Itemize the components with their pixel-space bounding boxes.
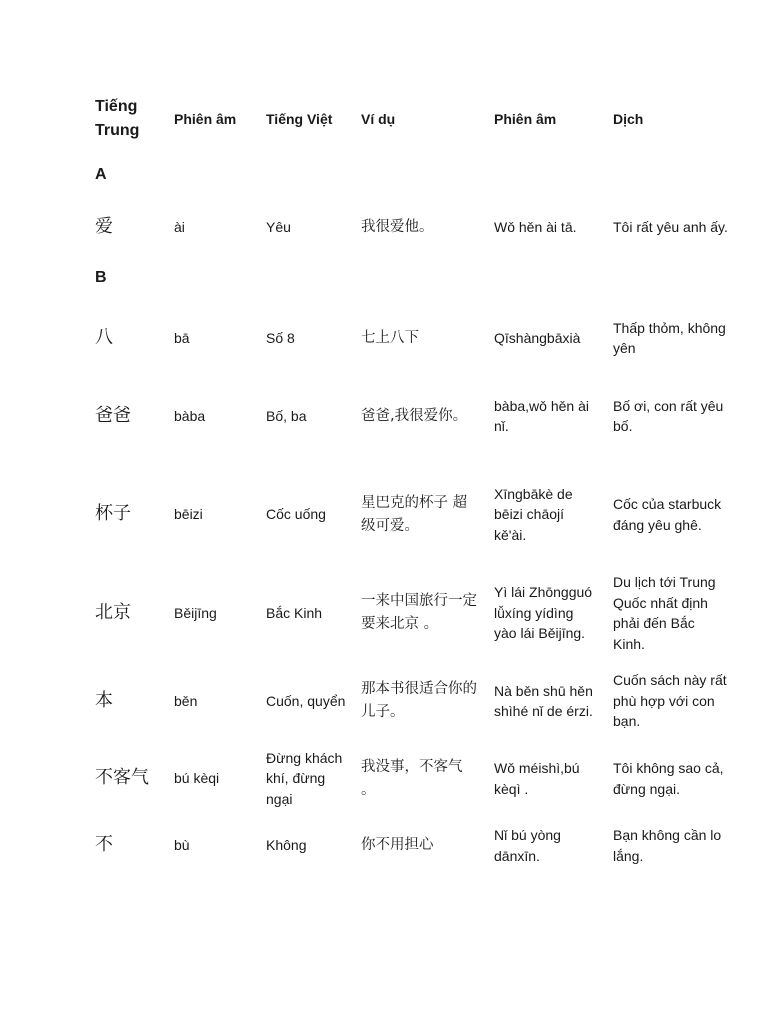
table-row: [88, 201, 738, 253]
translation-cell: Du lịch tới Trung Quốc nhất định phải đến Bắc Kinh.: [613, 574, 716, 652]
translation-cell: Thấp thỏm, không yên: [613, 319, 726, 356]
pinyin-cell: ài: [174, 218, 185, 235]
section-letter-row: [88, 150, 738, 201]
hanzi-cell: 本: [95, 689, 113, 711]
example-cell: 七上八下: [361, 329, 419, 346]
example-cell: 你不用担心: [361, 837, 434, 853]
header-example-pinyin: Phiên âm: [494, 110, 557, 127]
pinyin-cell: bā: [174, 329, 190, 346]
example-pinyin-cell: Qīshàngbāxià: [494, 329, 581, 346]
translation-cell: Cốc của starbuck đáng yêu ghê.: [613, 496, 722, 533]
example-pinyin-cell: Wǒ hěn ài tā.: [494, 218, 577, 235]
table-row: [88, 372, 738, 460]
table-row: [88, 460, 738, 569]
example-cell: 一来中国旅行一定要来北京 。: [361, 593, 477, 632]
vietnamese-cell: Không: [266, 837, 307, 854]
section-letter: A: [95, 166, 107, 184]
pinyin-cell: bēizi: [174, 506, 203, 523]
example-cell: 爸爸,我很爱你。: [361, 407, 468, 424]
vietnamese-cell: Số 8: [266, 329, 295, 346]
example-cell: 星巴克的杯子 超级可爱。: [361, 494, 468, 534]
header-chinese: Tiếng Trung: [95, 98, 140, 139]
vietnamese-cell: Bố, ba: [266, 407, 307, 424]
table-row: [88, 569, 738, 657]
hanzi-cell: 八: [95, 326, 113, 348]
example-pinyin-cell: Nà běn shū hěn shìhé nǐ de érzi.: [494, 682, 593, 719]
translation-cell: Cuốn sách này rất phù hợp với con bạn.: [613, 672, 727, 730]
example-cell: 那本书很适合你的儿子。: [361, 681, 477, 720]
vietnamese-cell: Bắc Kinh: [266, 604, 323, 621]
example-pinyin-cell: Yì lái Zhōngguó lǚxíng yídìng yào lái Běijīng.: [494, 584, 593, 642]
vietnamese-cell: Cốc uống: [266, 506, 326, 523]
translation-cell: Tôi rất yêu anh ấy.: [613, 218, 728, 235]
pinyin-cell: bú kèqi: [174, 770, 220, 787]
example-cell: 我没事，不客气 。: [361, 758, 463, 798]
vietnamese-cell: Đừng khách khí, đừng ngại: [266, 749, 343, 807]
vocabulary-table: [88, 88, 738, 879]
table-row: [88, 657, 738, 745]
pinyin-cell: Běijīng: [174, 604, 217, 621]
example-pinyin-cell: Wǒ méishì,bú kèqì .: [494, 760, 580, 797]
translation-cell: Bố ơi, con rất yêu bố.: [613, 397, 724, 434]
pinyin-cell: bù: [174, 837, 190, 854]
header-pinyin: Phiên âm: [174, 110, 237, 127]
table-row: [88, 812, 738, 879]
example-pinyin-cell: bàba,wǒ hěn ài nǐ.: [494, 397, 589, 434]
translation-cell: Tôi không sao cả, đừng ngại.: [613, 760, 724, 797]
table-row: [88, 745, 738, 812]
section-letter: B: [95, 269, 107, 287]
pinyin-cell: bàba: [174, 407, 206, 424]
table-body: [88, 150, 738, 879]
pinyin-cell: běn: [174, 692, 198, 709]
hanzi-cell: 杯子: [95, 503, 131, 525]
example-pinyin-cell: Xīngbākè de bēizi chāojí kě'ài.: [494, 485, 573, 543]
hanzi-cell: 爸爸: [95, 404, 131, 426]
hanzi-cell: 爱: [95, 215, 113, 237]
header-example: Ví dụ: [361, 110, 396, 127]
hanzi-cell: 北京: [95, 601, 131, 623]
section-letter-row: [88, 253, 738, 304]
header-row: [88, 88, 738, 150]
header-vietnamese: Tiếng Việt: [266, 110, 333, 127]
translation-cell: Bạn không cần lo lắng.: [613, 827, 722, 864]
vietnamese-cell: Cuốn, quyển: [266, 692, 346, 709]
hanzi-cell: 不: [95, 834, 113, 856]
example-pinyin-cell: Nǐ bú yòng dānxīn.: [494, 827, 561, 864]
vietnamese-cell: Yêu: [266, 218, 291, 235]
header-translation: Dịch: [613, 110, 644, 127]
example-cell: 我很爱他。: [361, 218, 434, 235]
table-row: [88, 304, 738, 372]
hanzi-cell: 不客气: [95, 767, 149, 789]
